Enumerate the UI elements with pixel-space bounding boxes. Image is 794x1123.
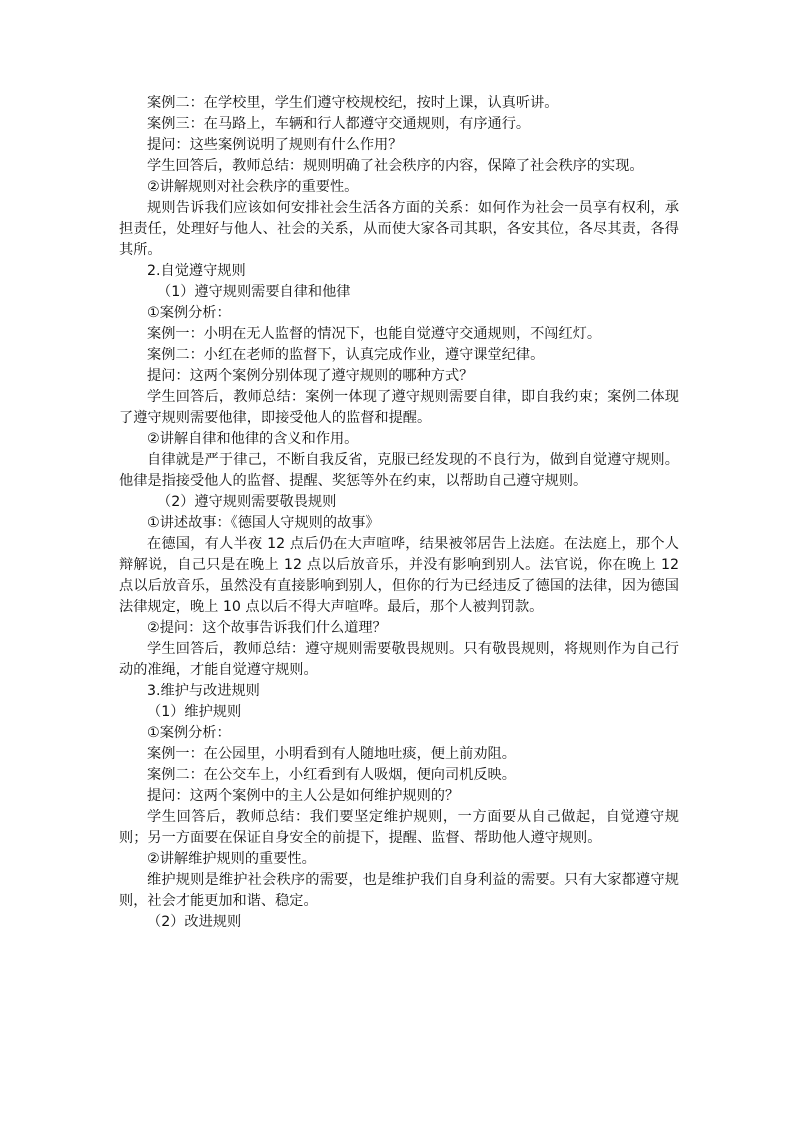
- paragraph-case-2-school: 案例二：在学校里，学生们遵守校规校纪，按时上课，认真听讲。: [147, 95, 559, 111]
- paragraph-maintain-explain: 维护规则是维护社会秩序的需要，也是维护我们自身利益的需要。只有大家都遵守规则，社会才能更加和谐、稳定。: [119, 872, 679, 909]
- paragraph-case-1-xiaoming: 案例一：小明在无人监督的情况下，也能自觉遵守交通规则，不闯红灯。: [147, 326, 602, 342]
- paragraph-heading-2-1: （1）遵守规则需要自律和他律: [157, 284, 351, 300]
- paragraph-case-analysis-2: ①案例分析：: [147, 725, 231, 741]
- paragraph-point-maintain: ②讲解维护规则的重要性。: [147, 851, 316, 867]
- paragraph-rules-explain: 规则告诉我们应该如何安排社会生活各方面的关系：如何作为社会一员享有权利，承担责任，处理好与他人、社会的关系，从而使大家各司其职，各安其位，各尽其责，各得其所。: [119, 200, 679, 258]
- paragraph-question-4: 提问：这两个案例中的主人公是如何维护规则的？: [147, 788, 460, 804]
- paragraph-case-1-park: 案例一：在公园里，小明看到有人随地吐痰，便上前劝阻。: [147, 746, 516, 762]
- lesson-plan-body: [119, 93, 679, 933]
- paragraph-summary-3: 学生回答后，教师总结：遵守规则需要敬畏规则。只有敬畏规则，将规则作为自己行动的准绳，才能自觉遵守规则。: [119, 641, 679, 678]
- paragraph-question-1: 提问：这些案例说明了规则有什么作用？: [147, 137, 403, 153]
- paragraph-question-3: ②提问：这个故事告诉我们什么道理？: [147, 620, 387, 636]
- paragraph-summary-1: 学生回答后，教师总结：规则明确了社会秩序的内容，保障了社会秩序的实现。: [147, 158, 644, 174]
- paragraph-summary-2: 学生回答后，教师总结：案例一体现了遵守规则需要自律，即自我约束；案例二体现了遵守规则需要他律，即接受他人的监督和提醒。: [119, 389, 679, 426]
- paragraph-heading-2: 2.自觉遵守规则: [147, 263, 246, 279]
- paragraph-discipline-explain: 自律就是严于律己，不断自我反省，克服已经发现的不良行为，做到自觉遵守规则。他律是指接受他人的监督、提醒、奖惩等外在约束，以帮助自己遵守规则。: [119, 452, 679, 489]
- paragraph-question-2: 提问：这两个案例分别体现了遵守规则的哪种方式？: [147, 368, 474, 384]
- paragraph-point-self-discipline: ②讲解自律和他律的含义和作用。: [147, 431, 359, 447]
- paragraph-summary-4: 学生回答后，教师总结：我们要坚定维护规则，一方面要从自己做起，自觉遵守规则；另一方面要在保证自身安全的前提下，提醒、监督、帮助他人遵守规则。: [119, 809, 679, 846]
- paragraph-case-2-bus: 案例二：在公交车上，小红看到有人吸烟，便向司机反映。: [147, 767, 516, 783]
- paragraph-case-3-road: 案例三：在马路上，车辆和行人都遵守交通规则，有序通行。: [147, 116, 531, 132]
- paragraph-heading-3-2: （2）改进规则: [147, 914, 242, 930]
- paragraph-point-importance: ②讲解规则对社会秩序的重要性。: [147, 179, 359, 195]
- paragraph-heading-3: 3.维护与改进规则: [147, 683, 260, 699]
- paragraph-case-analysis-1: ①案例分析：: [147, 305, 231, 321]
- paragraph-heading-3-1: （1）维护规则: [147, 704, 242, 720]
- paragraph-heading-2-2: （2）遵守规则需要敬畏规则: [157, 494, 337, 510]
- paragraph-story-body: 在德国，有人半夜 12 点后仍在大声喧哗，结果被邻居告上法庭。在法庭上，那个人辩解说，自己只是在晚上 12 点以后放音乐，并没有影响到别人。法官说，你在晚上 12 点以后放音乐，虽然没有直接影响到别人，但你的行为已经违反了德国的法律，因为德国法律规定，晚上 10 点以后不得大声喧哗。最后，那个人被判罚款。: [119, 536, 679, 615]
- paragraph-case-2-xiaohong: 案例二：小红在老师的监督下，认真完成作业，遵守课堂纪律。: [147, 347, 545, 363]
- paragraph-story-title: ①讲述故事：《德国人守规则的故事》: [147, 515, 380, 531]
